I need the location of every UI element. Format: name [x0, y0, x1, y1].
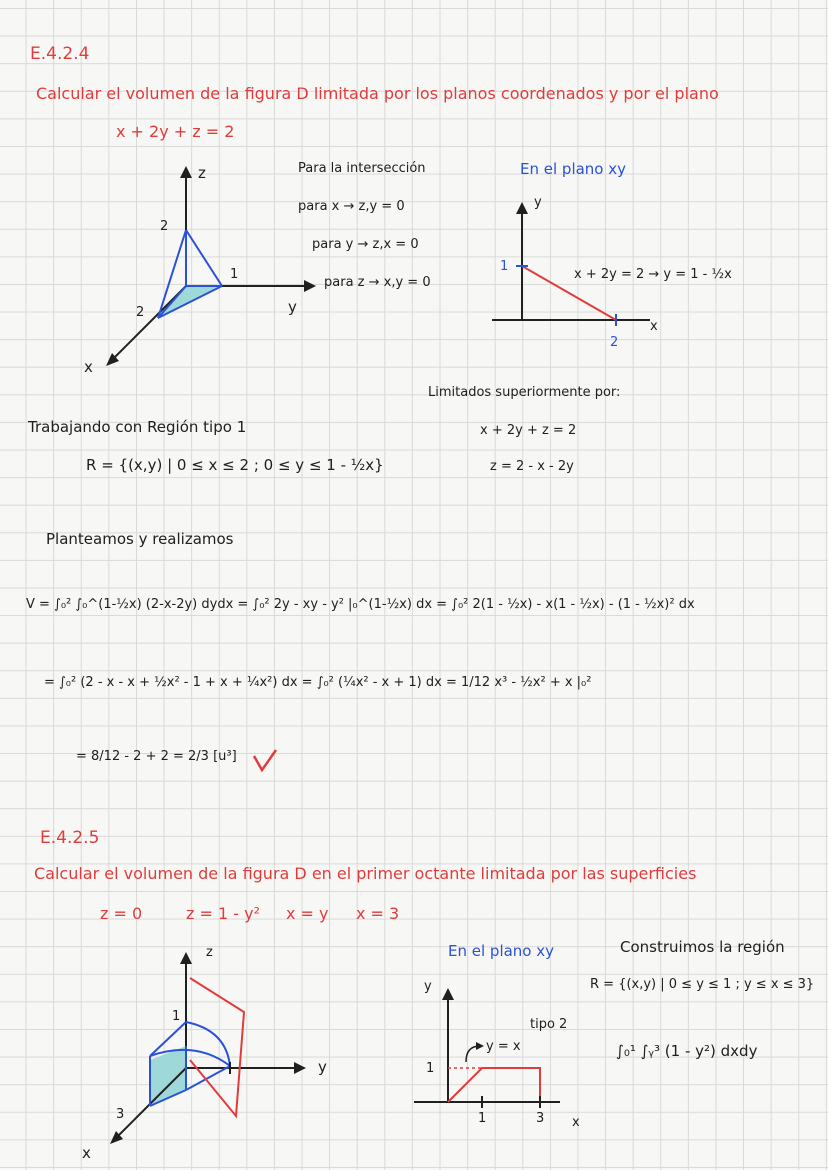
exercise-1-plane: x + 2y + z = 2 [116, 122, 235, 141]
axis-label-y: y [288, 298, 297, 316]
xy-tick-x-2: 2 [610, 335, 619, 350]
intersection-line-2: para y → z,x = 0 [312, 237, 419, 252]
tick-label-x: 2 [136, 305, 145, 320]
tick2-label-z: 1 [172, 1009, 181, 1024]
xy-axis-x-2: x [572, 1115, 580, 1130]
exercise-2-id: E.4.2.5 [40, 828, 100, 848]
axis2-label-x: x [82, 1144, 91, 1162]
tick2-label-x: 3 [116, 1107, 125, 1122]
xy-axis-y-2: y [424, 979, 432, 994]
xy-plane-title-2: En el plano xy [448, 942, 555, 960]
region-1-definition: R = {(x,y) | 0 ≤ x ≤ 2 ; 0 ≤ y ≤ 1 - ½x} [86, 456, 384, 474]
xy-plane-title-1: En el plano xy [520, 160, 627, 178]
surface-4: x = 3 [356, 904, 400, 923]
xy-axis-x-1: x [650, 319, 658, 334]
xy-axis-y-1: y [534, 195, 542, 210]
surface-2: z = 1 - y² [186, 904, 260, 923]
xy2-tick-x3: 3 [536, 1111, 545, 1126]
region-2-definition: R = {(x,y) | 0 ≤ y ≤ 1 ; y ≤ x ≤ 3} [590, 977, 815, 992]
intersection-line-3: para z → x,y = 0 [324, 275, 431, 290]
region-2-integral: ∫₀¹ ∫ᵧ³ (1 - y²) dxdy [616, 1042, 758, 1060]
axis-label-z: z [198, 164, 206, 182]
xy2-type-label: tipo 2 [530, 1017, 568, 1032]
axis2-label-y: y [318, 1058, 327, 1076]
region-2-title: Construimos la región [620, 938, 785, 956]
calculation-result: = 8/12 - 2 + 2 = 2/3 [u³] [76, 749, 237, 764]
xy-tick-y-1: 1 [500, 259, 509, 274]
calculation-line-2: = ∫₀² (2 - x - x + ½x² - 1 + x + ¼x²) dx = ∫₀² (¼x² - x + 1) dx = 1/12 x³ - ½x² + x |₀² [44, 675, 592, 690]
exercise-1-statement: Calcular el volumen de la figura D limitada por los planos coordenados y por el plano [36, 84, 719, 103]
calculation-line-1: V = ∫₀² ∫₀^(1-½x) (2-x-2y) dydx = ∫₀² 2y - xy - y² |₀^(1-½x) dx = ∫₀² 2(1 - ½x) - x(1 - ½x) - (1 - ½x)² dx [26, 597, 695, 612]
region-boundary [448, 1068, 540, 1102]
intersection-title: Para la intersección [298, 161, 426, 176]
surface-1: z = 0 [100, 904, 143, 923]
intersection-line-1: para x → z,y = 0 [298, 199, 405, 214]
xy2-tick-x1: 1 [478, 1111, 487, 1126]
bounded-title: Limitados superiormente por: [428, 385, 621, 400]
surface-3: x = y [286, 904, 329, 923]
xy2-tick-y: 1 [426, 1061, 435, 1076]
region-1-title: Trabajando con Región tipo 1 [28, 418, 247, 436]
exercise-2-statement: Calcular el volumen de la figura D en el primer octante limitada por las superficies [34, 864, 697, 883]
axis-label-x: x [84, 358, 93, 376]
exercise-1-id: E.4.2.4 [30, 44, 90, 64]
tick-label-y: 1 [230, 267, 239, 282]
xy-line-equation-1: x + 2y = 2 → y = 1 - ½x [574, 267, 732, 282]
xy2-line-label: y = x [486, 1039, 521, 1054]
tick-label-z: 2 [160, 219, 169, 234]
axis2-label-z: z [206, 945, 213, 960]
bounded-eq-1: x + 2y + z = 2 [480, 423, 577, 438]
bounded-eq-2: z = 2 - x - 2y [490, 459, 574, 474]
calculation-title: Planteamos y realizamos [46, 530, 234, 548]
